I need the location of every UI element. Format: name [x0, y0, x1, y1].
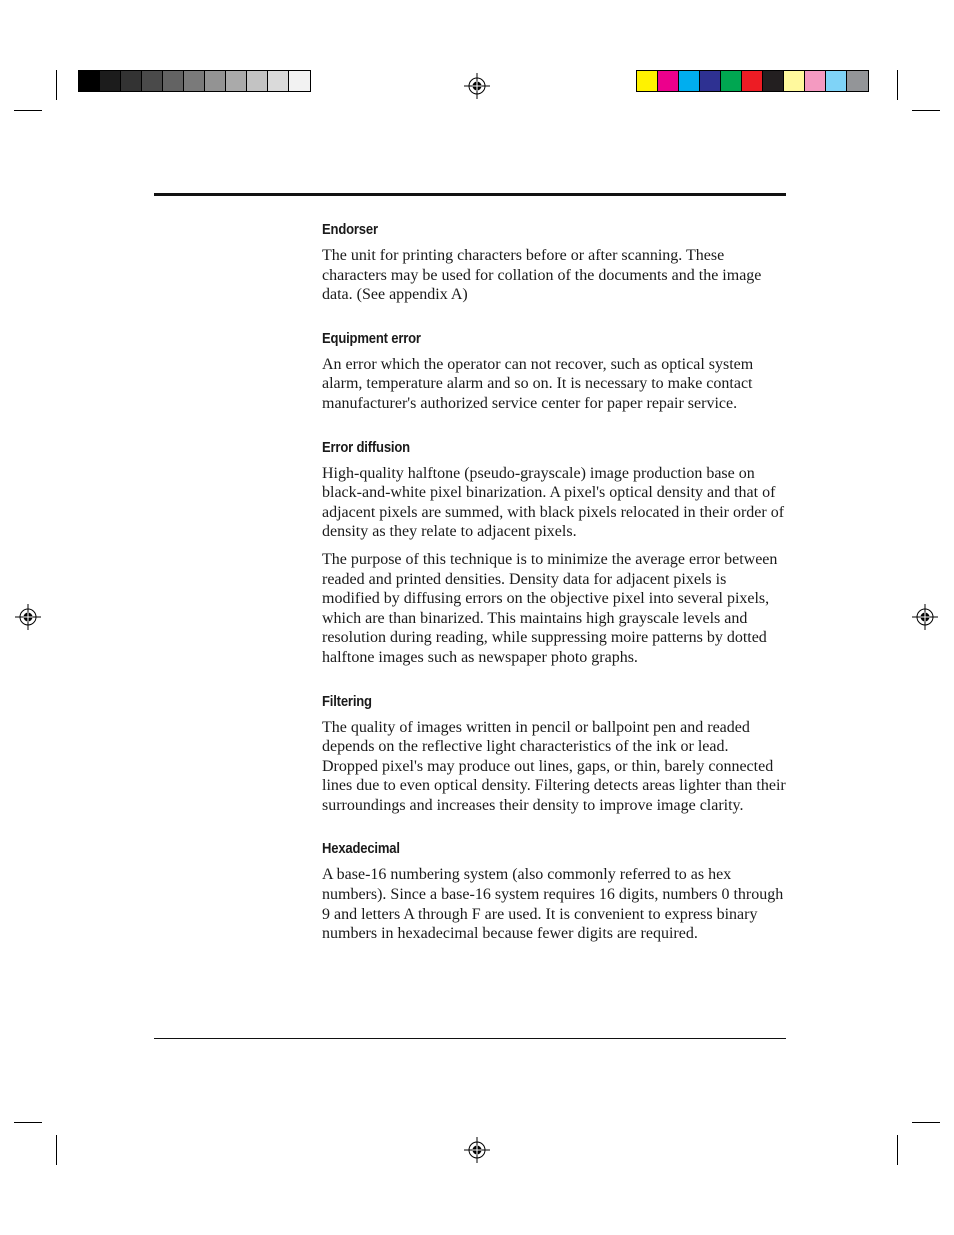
process-color-swatch: [826, 71, 847, 91]
header-rule: [154, 193, 786, 196]
crop-mark: [897, 70, 898, 100]
grayscale-swatch: [184, 71, 205, 91]
registration-mark-icon: [15, 604, 41, 630]
glossary-term: Filtering: [322, 693, 372, 710]
process-color-bar: [636, 70, 869, 92]
process-color-swatch: [700, 71, 721, 91]
registration-mark-icon: [464, 1137, 490, 1163]
glossary-term: Hexadecimal: [322, 841, 400, 858]
glossary-term: Equipment error: [322, 330, 421, 347]
glossary-definition: An error which the operator can not recover, such as optical system alarm, temperature alarm and so on. It is necessary to make contact manufacturer's authorized service center for paper repair service.: [322, 355, 754, 412]
crop-mark: [912, 110, 940, 111]
glossary-content: [322, 220, 788, 968]
grayscale-swatch: [79, 71, 100, 91]
process-color-swatch: [763, 71, 784, 91]
grayscale-swatch: [142, 71, 163, 91]
process-color-swatch: [679, 71, 700, 91]
grayscale-swatch: [163, 71, 184, 91]
glossary-definition: The purpose of this technique is to minimize the average error between readed and printed densities. Density data for adjacent pixels is modified by diffusing errors on the objective pixel into several pixels, which are than binarized. This maintains high grayscale levels and resolution during reading, while suppressing moire patterns by dotted halftone images such as newspaper photo graphs.: [322, 550, 778, 666]
glossary-term: Error diffusion: [322, 439, 410, 456]
registration-mark-icon: [912, 604, 938, 630]
crop-mark: [56, 70, 57, 100]
grayscale-swatch: [268, 71, 289, 91]
glossary-term: Endorser: [322, 222, 378, 238]
grayscale-swatch: [247, 71, 268, 91]
glossary-entry: [322, 692, 788, 816]
glossary-definition: The unit for printing characters before or after scanning. These characters may be used for collation of the documents and the image data. (See appendix A): [322, 247, 762, 304]
grayscale-color-bar: [78, 70, 311, 92]
grayscale-swatch: [226, 71, 247, 91]
registration-mark-icon: [464, 73, 490, 99]
glossary-entry: [322, 220, 788, 305]
grayscale-swatch: [121, 71, 142, 91]
grayscale-swatch: [289, 71, 310, 91]
glossary-entry: [322, 329, 788, 414]
process-color-swatch: [742, 71, 763, 91]
process-color-swatch: [805, 71, 826, 91]
crop-mark: [56, 1135, 57, 1165]
process-color-swatch: [721, 71, 742, 91]
process-color-swatch: [847, 71, 868, 91]
glossary-entry: [322, 438, 788, 668]
glossary-definition: A base-16 numbering system (also commonly referred to as hex numbers). Since a base-16 system requires 16 digits, numbers 0 through 9 and letters A through F are used. It is convenient to express binary numbers in hexadecimal because fewer digits are required.: [322, 866, 784, 943]
process-color-swatch: [637, 71, 658, 91]
glossary-definition: The quality of images written in pencil or ballpoint pen and readed depends on the reflective light characteristics of the ink or lead. Dropped pixel's may produce out lines, gaps, or thin, barely connected lines due to even optical density. Filtering detects areas lighter than their surroundings and increases their density to improve image clarity.: [322, 718, 786, 814]
grayscale-swatch: [205, 71, 226, 91]
footer-rule: [154, 1038, 786, 1039]
crop-mark: [14, 110, 42, 111]
crop-mark: [912, 1122, 940, 1123]
crop-mark: [897, 1135, 898, 1165]
process-color-swatch: [658, 71, 679, 91]
grayscale-swatch: [100, 71, 121, 91]
process-color-swatch: [784, 71, 805, 91]
crop-mark: [14, 1122, 42, 1123]
glossary-entry: [322, 839, 788, 943]
glossary-definition: High-quality halftone (pseudo-grayscale) image production base on black-and-white pixel binarization. A pixel's optical density and that of adjacent pixels are summed, with black pixels relocated in their order of density as they relate to adjacent pixels.: [322, 464, 785, 541]
